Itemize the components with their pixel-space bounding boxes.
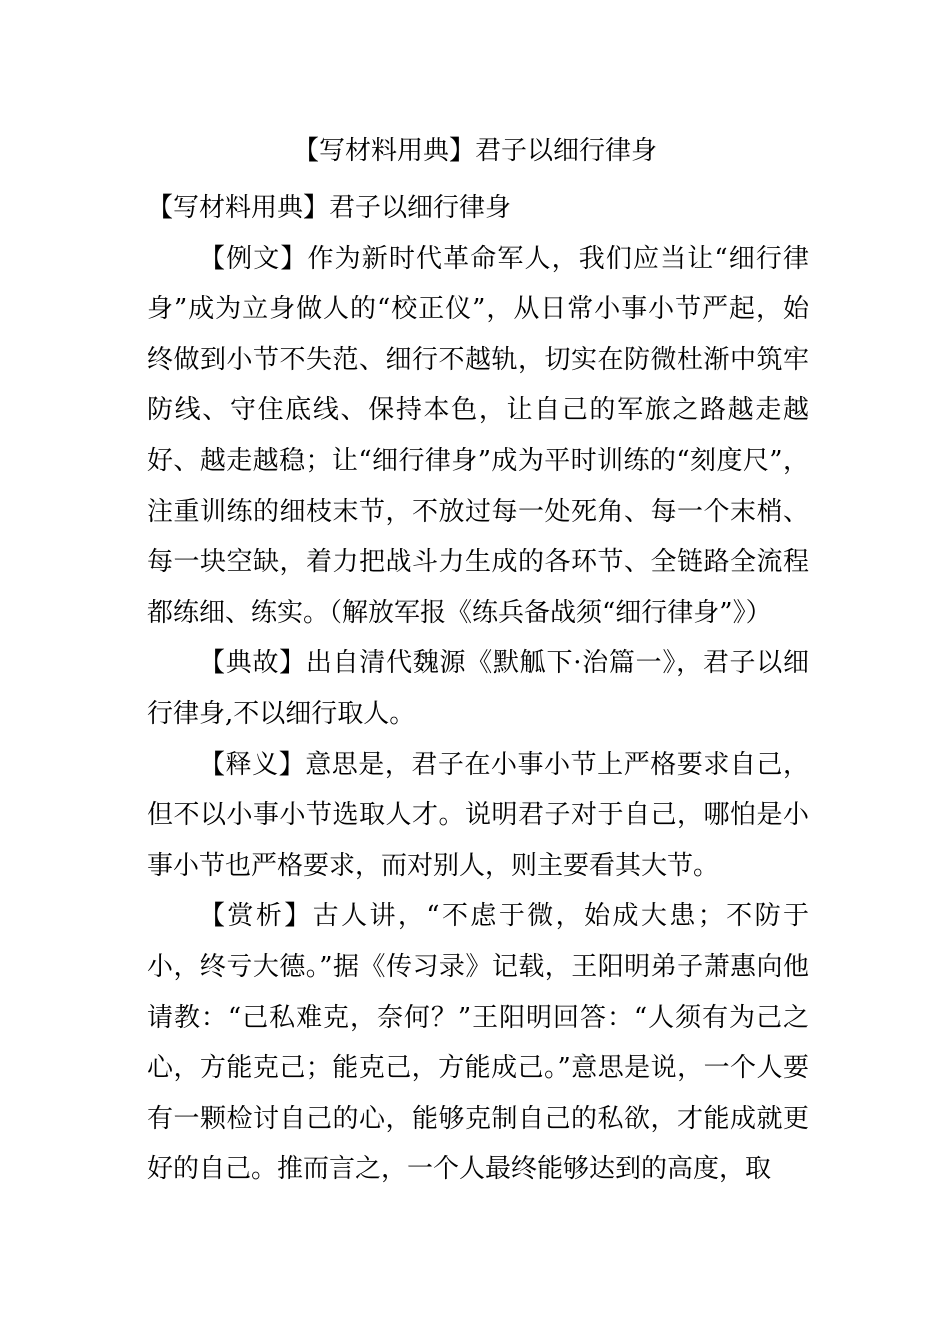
paragraph-label: 【释义】	[199, 749, 306, 780]
paragraph-allusion	[147, 638, 809, 739]
paragraph-text: 作为新时代革命军人，我们应当让“细行律身”成为立身做人的“校正仪”，从日常小事小节严起，始终做到小节不失范、细行不越轨，切实在防微杜渐中筑牢防线、守住底线、保持本色，让自己的军旅之路越走越好、越走越稳；让“细行律身”成为平时训练的“刻度尺”，注重训练的细枝末节，不放过每一处死角、每一个末梢、每一块空缺，着力把战斗力生成的各环节、全链路全流程都练细、练实。（解放军报《练兵备战须“细行律身”》）	[147, 243, 809, 628]
paragraph-text: 古人讲，“不虑于微，始成大患；不防于小，终亏大德。”据《传习录》记载，王阳明弟子萧惠向他请教：“己私难克，奈何？”王阳明回答：“人须有为己之心，方能克己；能克己，方能成己。”意思是说，一个人要有一颗检讨自己的心，能够克制自己的私欲，才能成就更好的自己。推而言之，一个人最终能够达到的高度，取	[147, 901, 809, 1185]
paragraph-meaning	[147, 740, 809, 892]
paragraph-text: 意思是，君子在小事小节上严格要求自己，但不以小事小节选取人才。说明君子对于自己，哪怕是小事小节也严格要求，而对别人，则主要看其大节。	[147, 749, 809, 881]
document-body	[147, 183, 809, 1195]
paragraph-example	[147, 234, 809, 639]
paragraph-text: 出自清代魏源《默觚下·治篇一》，君子以细行律身,不以细行取人。	[147, 648, 809, 729]
document-subtitle: 【写材料用典】君子以细行律身	[147, 193, 512, 223]
paragraph-label: 【典故】	[199, 648, 306, 679]
paragraph-label: 【赏析】	[199, 901, 313, 932]
paragraph-label: 【例文】	[199, 243, 308, 274]
paragraph-appreciation	[147, 891, 809, 1195]
document-title: 【写材料用典】君子以细行律身	[292, 136, 657, 166]
